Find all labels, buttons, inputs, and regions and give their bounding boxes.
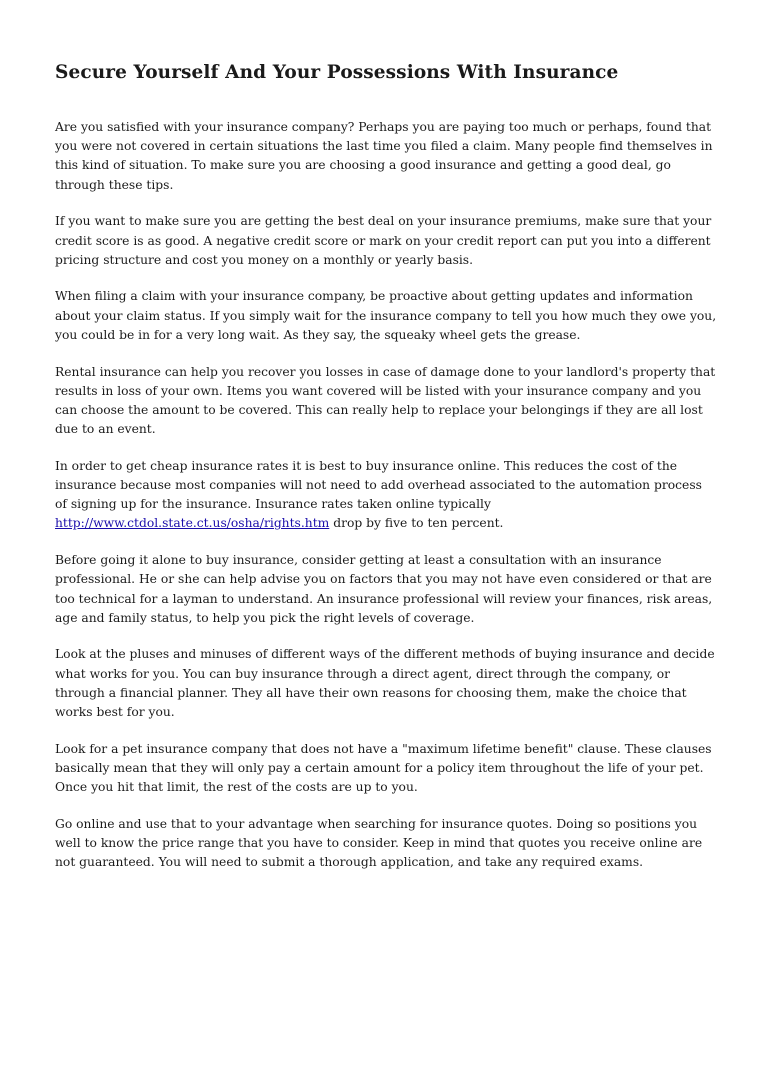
paragraph-rental-insurance: Rental insurance can help you recover you losses in case of damage done to your landlord's property that results in loss of your own. Items you want covered will be listed with your insurance company and you can choose the amount to be covered. This can really help to replace your belongings if they are all lost due to an event. [55, 364, 716, 437]
paragraph-credit-score: If you want to make sure you are getting the best deal on your insurance premiums, make sure that your credit score is as good. A negative credit score or mark on your credit report can put you into a different pricing structure and cost you money on a monthly or yearly basis. [55, 214, 712, 267]
paragraph-online-rates-tail: drop by five to ten percent. [329, 516, 504, 531]
rights-link[interactable]: http://www.ctdol.state.ct.us/osha/rights.htm [55, 516, 330, 531]
paragraph-pluses-minuses: Look at the pluses and minuses of different ways of the different methods of buying insurance and decide what works for you. You can buy insurance through a direct agent, direct through the company, or through a financial planner. They all have their own reasons for choosing them, make the choice that works best for you. [55, 647, 715, 720]
paragraph-consultation: Before going it alone to buy insurance, consider getting at least a consultation with an insurance professional. He or she can help advise you on factors that you may not have even considered or that are too technical for a layman to understand. An insurance professional will review your finances, risk areas, age and family status, to help you pick the right levels of coverage. [55, 553, 713, 625]
paragraph-online-rates-text: In order to get cheap insurance rates it is best to buy insurance online. This reduces the cost of the insurance because most companies will not need to add overhead associated to the automation process of signing up for the insurance. Insurance rates taken online typically [55, 458, 702, 512]
paragraph-pet-insurance: Look for a pet insurance company that does not have a "maximum lifetime benefit" clause. These clauses basically mean that they will only pay a certain amount for a policy item throughout the life of your pet. Once you hit that limit, the rest of the costs are up to you. [55, 741, 712, 795]
paragraph-credit-intro: Are you satisfied with your insurance company? Perhaps you are paying too much or perhaps, found that you were not covered in certain situations the last time you filed a claim. Many people find themselves in this kind of situation. To make sure you are choosing a good insurance and getting a good deal, go through these tips. [55, 120, 713, 192]
paragraph-online-quotes: Go online and use that to your advantage when searching for insurance quotes. Doing so positions you well to know the price range that you have to consider. Keep in mind that quotes you receive online are not guaranteed. You will need to submit a thorough application, and take any required exams. [55, 816, 703, 870]
paragraph-filing-claim: When filing a claim with your insurance company, be proactive about getting updates and information about your claim status. If you simply wait for the insurance company to tell you how much they owe you, you could be in for a very long wait. As they say, the squeaky wheel gets the grease. [55, 289, 717, 342]
document-page [55, 58, 717, 890]
paragraph-online-rates [55, 457, 717, 534]
document-title: Secure Yourself And Your Possessions With Insurance [55, 62, 619, 83]
